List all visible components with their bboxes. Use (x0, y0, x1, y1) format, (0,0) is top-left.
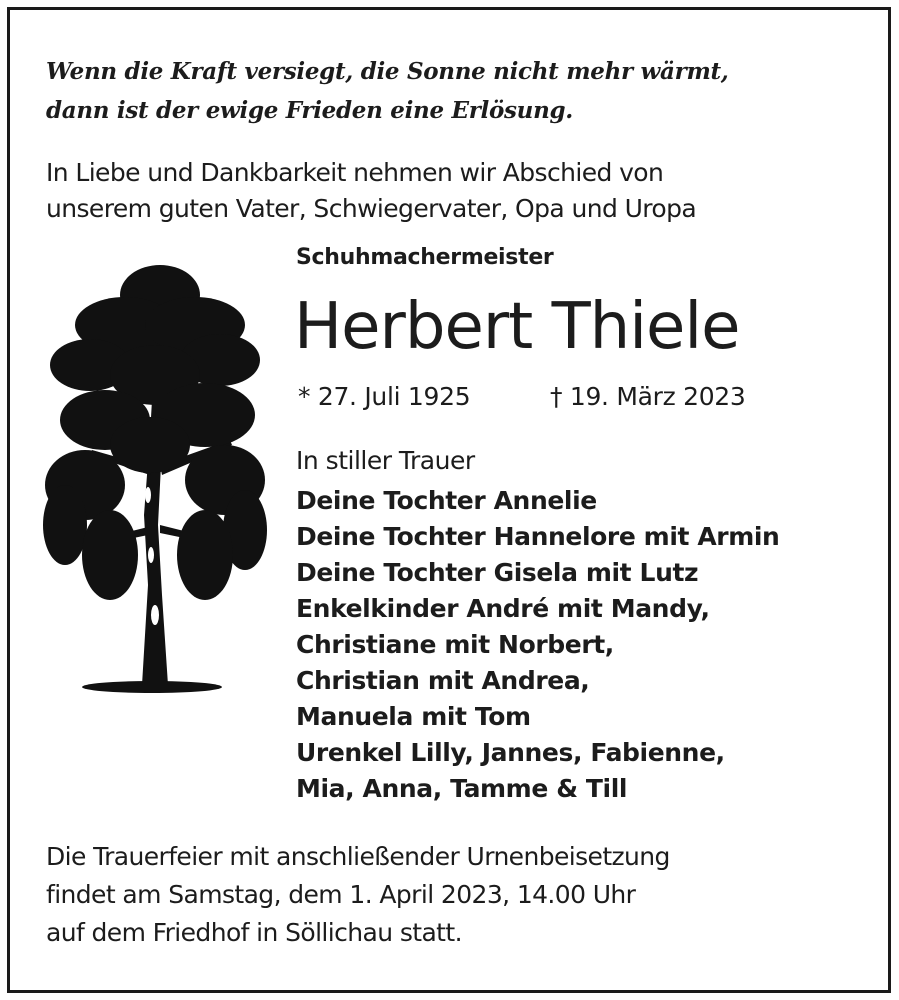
funeral-line-1: Die Trauerfeier mit anschließender Urnenbeisetzung (46, 842, 670, 871)
mourner-line: Enkelkinder André mit Mandy, (296, 594, 710, 623)
quote-line-1: Wenn die Kraft versiegt, die Sonne nicht mehr wärmt, (46, 58, 729, 85)
mourner-line: Deine Tochter Hannelore mit Armin (296, 522, 780, 551)
mourning-heading: In stiller Trauer (296, 446, 475, 475)
intro-line-2: unserem guten Vater, Schwiegervater, Opa und Uropa (46, 194, 697, 223)
mourner-line: Deine Tochter Annelie (296, 486, 597, 515)
death-date: † 19. März 2023 (550, 382, 746, 411)
deceased-title: Schuhmachermeister (296, 245, 554, 270)
birch-tree-icon (30, 255, 270, 700)
deceased-name: Herbert Thiele (294, 290, 740, 364)
mourner-line: Christian mit Andrea, (296, 666, 590, 695)
mourner-line: Manuela mit Tom (296, 702, 531, 731)
mourner-line: Urenkel Lilly, Jannes, Fabienne, (296, 738, 725, 767)
funeral-line-3: auf dem Friedhof in Söllichau statt. (46, 918, 462, 947)
funeral-line-2: findet am Samstag, dem 1. April 2023, 14.00 Uhr (46, 880, 636, 909)
mourner-line: Christiane mit Norbert, (296, 630, 614, 659)
intro-line-1: In Liebe und Dankbarkeit nehmen wir Abschied von (46, 158, 664, 187)
mourner-line: Deine Tochter Gisela mit Lutz (296, 558, 699, 587)
quote-line-2: dann ist der ewige Frieden eine Erlösung. (46, 97, 573, 124)
mourner-line: Mia, Anna, Tamme & Till (296, 774, 628, 803)
birth-date: * 27. Juli 1925 (298, 382, 471, 411)
